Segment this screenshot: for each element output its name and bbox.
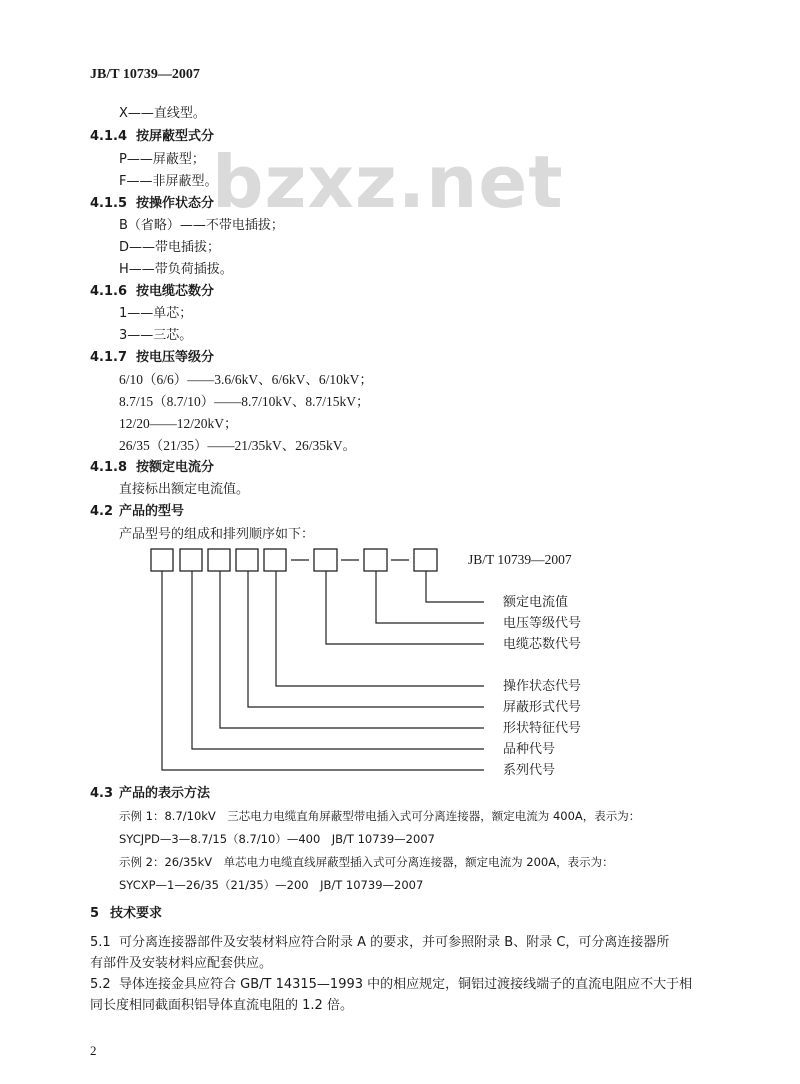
paragraph-text: 导体连接金具应符合 GB/T 14315—1993 中的相应规定，铜铝过渡接线端子的直流电阻应不大于相: [119, 977, 693, 992]
paragraph-number: 5.2: [90, 977, 111, 992]
heading-title: 按电压等级分: [136, 350, 215, 365]
label-rated-current: 额定电流值: [503, 595, 569, 610]
diagram-standard-label: JB/T 10739—2007: [468, 552, 572, 567]
code-box-shield: [236, 549, 258, 571]
voltage-line-4: 26/35（21/35）——21/35kV、26/35kV。: [119, 438, 357, 453]
voltage-line-3: 12/20——12/20kV；: [119, 416, 238, 431]
leader-line-variety: [192, 571, 484, 749]
model-intro: 产品型号的组成和排列顺序如下：: [119, 527, 315, 542]
leader-line-current: [426, 571, 484, 602]
heading-number: 4.3: [90, 786, 114, 801]
label-shield-code: 屏蔽形式代号: [503, 700, 582, 715]
code-box-current: [414, 549, 437, 571]
heading-number: 4.2: [90, 504, 114, 519]
standard-number-header: JB/T 10739—2007: [90, 67, 200, 82]
label-variety-code: 品种代号: [503, 742, 556, 757]
item-core-1: 1——单芯；: [119, 306, 193, 321]
example-1-code: SYCJPD—3—8.7/15（8.7/10）—400 JB/T 10739—2007: [119, 832, 435, 846]
watermark: bzxz.net: [212, 140, 564, 224]
page-number: 2: [90, 1043, 97, 1058]
heading-4-3: [90, 786, 210, 802]
heading-title: 按操作状态分: [136, 196, 215, 211]
paragraph-5-1-line-1: [90, 935, 669, 951]
voltage-line-2: 8.7/15（8.7/10）——8.7/10kV、8.7/15kV；: [119, 394, 370, 409]
paragraph-5-2-line-1: [90, 977, 692, 993]
heading-number: 4.1.6: [90, 284, 128, 299]
code-box-series: [151, 549, 173, 571]
heading-number: 4.1.8: [90, 460, 128, 475]
leader-line-voltage: [376, 571, 484, 623]
item-b-default: B（省略）——不带电插拔；: [119, 218, 284, 233]
paragraph-5-2-line-2: 同长度相同截面积铝导体直流电阻的 1.2 倍。: [90, 998, 353, 1013]
label-operation-code: 操作状态代号: [503, 679, 582, 694]
leader-line-cores: [326, 571, 484, 644]
heading-title: 按屏蔽型式分: [136, 129, 215, 144]
leader-line-shape: [220, 571, 484, 728]
item-h-load: H——带负荷插拔。: [119, 262, 233, 277]
paragraph-number: 5.1: [90, 935, 111, 950]
code-box-operation: [264, 549, 286, 571]
current-text: 直接标出额定电流值。: [119, 482, 250, 497]
label-shape-code: 形状特征代号: [503, 721, 582, 736]
heading-title: 产品的型号: [119, 504, 185, 519]
paragraph-text: 可分离连接器部件及安装材料应符合附录 A 的要求，并可参照附录 B、附录 C，可分离连接器所: [119, 935, 670, 950]
item-f-nonshield: F——非屏蔽型。: [119, 174, 218, 189]
label-series-code: 系列代号: [503, 763, 556, 778]
label-core-code: 电缆芯数代号: [503, 637, 582, 652]
example-2-code: SYCXP—1—26/35（21/35）—200 JB/T 10739—2007: [119, 878, 424, 892]
heading-5: [90, 906, 162, 922]
code-box-shape: [208, 549, 230, 571]
heading-title: 产品的表示方法: [119, 786, 211, 801]
item-d-live: D——带电插拔；: [119, 240, 221, 255]
code-box-cores: [314, 549, 337, 571]
code-box-voltage: [364, 549, 387, 571]
item-p-shield: P——屏蔽型；: [119, 152, 205, 167]
heading-title: 按电缆芯数分: [136, 284, 215, 299]
heading-number: 5: [90, 906, 100, 921]
heading-title: 按额定电流分: [136, 460, 215, 475]
leader-line-series: [162, 571, 484, 770]
paragraph-5-1-line-2: 有部件及安装材料应配套供应。: [90, 956, 273, 971]
label-voltage-code: 电压等级代号: [503, 616, 582, 631]
example-1-description: 示例 1：8.7/10kV 三芯电力电缆直角屏蔽型带电插入式可分离连接器，额定电流为 400A，表示为：: [119, 809, 641, 823]
example-2-description: 示例 2：26/35kV 单芯电力电缆直线屏蔽型插入式可分离连接器，额定电流为 200A，表示为：: [119, 855, 614, 869]
item-core-3: 3——三芯。: [119, 328, 193, 343]
heading-number: 4.1.7: [90, 350, 128, 365]
heading-number: 4.1.5: [90, 196, 128, 211]
leader-line-operation: [276, 571, 484, 686]
code-box-variety: [180, 549, 202, 571]
voltage-line-1: 6/10（6/6）——3.6/6kV、6/6kV、6/10kV；: [119, 372, 373, 387]
item-x-straight: X——直线型。: [119, 106, 206, 121]
heading-title: 技术要求: [110, 906, 163, 921]
heading-number: 4.1.4: [90, 129, 128, 144]
